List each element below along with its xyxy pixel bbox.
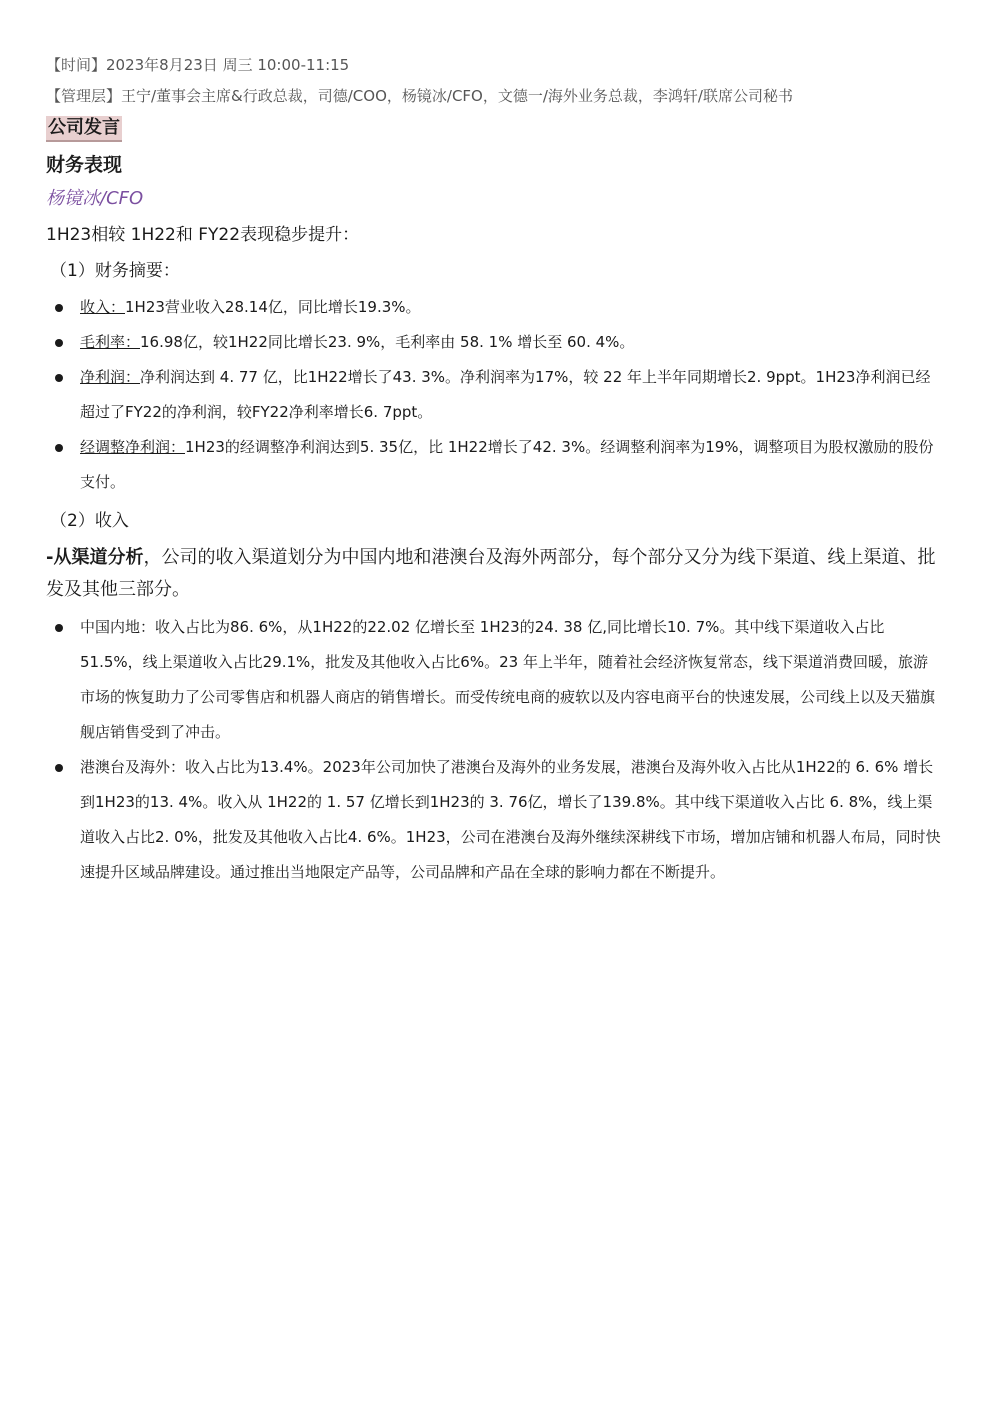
meeting-time: 【时间】2023年8月23日 周三 10:00-11:15 <box>46 56 350 74</box>
channel-text: ，公司的收入渠道划分为中国内地和港澳台及海外两部分，每个部分又分为线下渠道、线上渠道、批发及其他三部分。 <box>46 547 936 600</box>
item-label: 毛利率： <box>80 333 141 351</box>
item-text: 港澳台及海外：收入占比为13.4%。2023年公司加快了港澳台及海外的业务发展，港澳台及海外收入占比从1H22的 6. 6% 增长到1H23的13. 4%。收入从 1H22的 1. 57 亿增长到1H23的 3. 76亿，增长了139.8%。其中线下渠道收入占比 6. 8%，线上渠道收入占比2. 0%，批发及其他收入占比4. 6%。1H23，公司在港澳台及海外继续深耕线下市场，增加店铺和机器人布局，同时快速提升区域品牌建设。通过推出当地限定产品等，公司品牌和产品在全球的影响力都在不断提升。 <box>80 758 941 881</box>
speaker-name: 杨镜冰/CFO <box>46 188 144 209</box>
management-list: 【管理层】王宁/董事会主席&行政总裁，司德/COO，杨镜冰/CFO，文德一/海外业务总裁，李鸿轩/联席公司秘书 <box>46 87 793 105</box>
bullet-icon <box>55 764 63 772</box>
list-item <box>46 325 942 360</box>
item-label: 收入： <box>80 298 126 316</box>
channel-lead: -从渠道分析 <box>46 547 144 568</box>
list-item <box>46 610 942 750</box>
financial-summary-list <box>46 290 942 500</box>
subheading-revenue: （2）收入 <box>50 511 129 531</box>
list-item <box>46 430 942 500</box>
item-text: 净利润达到 4. 77 亿，比1H22增长了43. 3%。净利润率为17%，较 22 年上半年同期增长2. 9ppt。1H23净利润已经超过了FY22的净利润，较FY22净利率增长6. 7ppt。 <box>80 368 931 421</box>
item-label: 净利润： <box>80 368 141 386</box>
item-text: 1H23的经调整净利润达到5. 35亿，比 1H22增长了42. 3%。经调整利润率为19%，调整项目为股权激励的股份支付。 <box>80 438 934 491</box>
intro-text: 1H23相较 1H22和 FY22表现稳步提升： <box>46 225 360 245</box>
item-text: 中国内地：收入占比为86. 6%，从1H22的22.02 亿增长至 1H23的24. 38 亿,同比增长10. 7%。其中线下渠道收入占比 51.5%，线上渠道收入占比29.1%，批发及其他收入占比6%。23 年上半年，随着社会经济恢复常态，线下渠道消费回暖，旅游市场的恢复助力了公司零售店和机器人商店的销售增长。而受传统电商的疲软以及内容电商平台的快速发展，公司线上以及天猫旗舰店销售受到了冲击。 <box>80 618 936 741</box>
list-item <box>46 360 942 430</box>
section-title: 财务表现 <box>46 154 123 176</box>
item-label: 经调整净利润： <box>80 438 186 456</box>
list-item <box>46 750 942 890</box>
section-tag: 公司发言 <box>46 116 122 142</box>
revenue-list <box>46 610 942 890</box>
section-tag-wrap <box>46 116 942 142</box>
bullet-icon <box>55 339 63 347</box>
list-item <box>46 290 942 325</box>
item-text: 1H23营业收入28.14亿，同比增长19.3%。 <box>125 298 421 316</box>
bullet-icon <box>55 624 63 632</box>
item-text: 16.98亿，较1H22同比增长23. 9%，毛利率由 58. 1% 增长至 60. 4%。 <box>140 333 635 351</box>
subheading-financial-summary: （1）财务摘要： <box>50 261 180 281</box>
bullet-icon <box>55 374 63 382</box>
bullet-icon <box>55 444 63 452</box>
bullet-icon <box>55 304 63 312</box>
channel-analysis <box>46 542 942 606</box>
